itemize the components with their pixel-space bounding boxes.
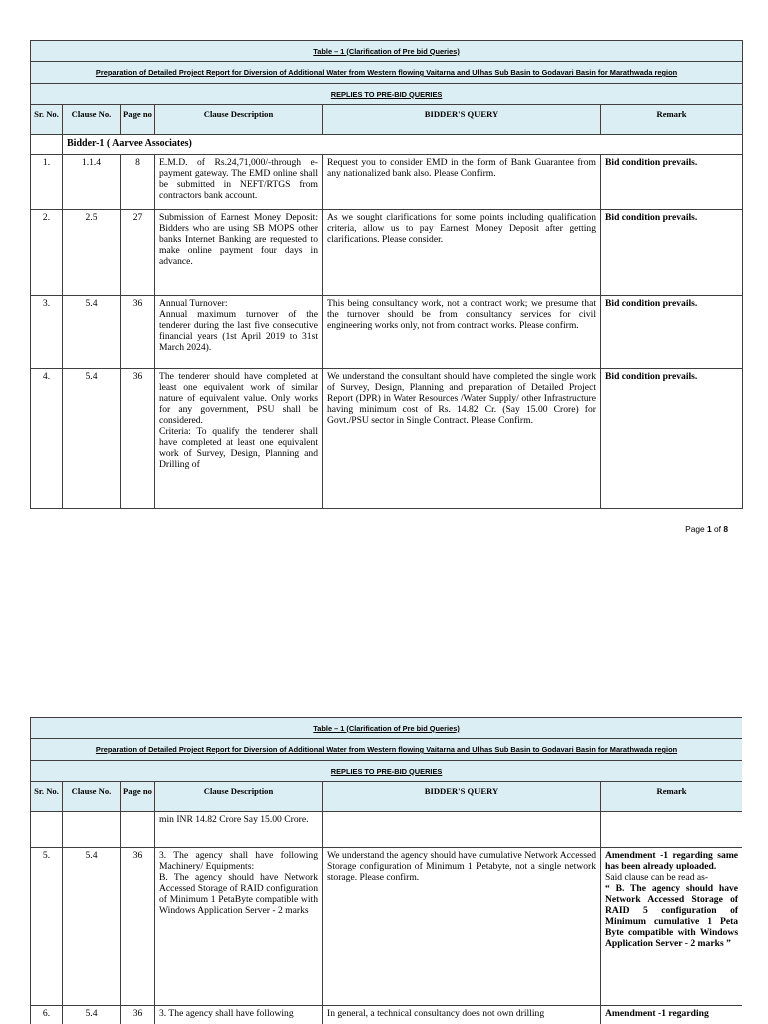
page-of: of: [714, 524, 721, 534]
table-row: [31, 155, 743, 210]
replies-title: REPLIES TO PRE-BID QUERIES: [31, 84, 743, 105]
row-clause: 5.4: [63, 369, 121, 509]
row-query: This being consultancy work, not a contract work; we presume that the turnover should be from consultancy services for civil engineering works only, not from contract works. Please confirm.: [323, 296, 601, 369]
row-sr: 6.: [31, 1006, 63, 1024]
bidder-name: Bidder-1 ( Aarvee Associates): [63, 135, 743, 155]
col-page-no: Page no: [121, 782, 155, 812]
project-title: Preparation of Detailed Project Report for Diversion of Additional Water from Western flowing Vaitarna and Ulhas Sub Basin to Godavari Basin for Marathwada region: [31, 62, 743, 84]
row-sr: 3.: [31, 296, 63, 369]
project-title: Preparation of Detailed Project Report for Diversion of Additional Water from Western flowing Vaitarna and Ulhas Sub Basin to Godavari Basin for Marathwada region: [31, 739, 743, 761]
page-2: [30, 717, 742, 1024]
row-sr: 4.: [31, 369, 63, 509]
row-description: [155, 369, 323, 509]
row-clause: 5.4: [63, 848, 121, 1006]
row-remark: Bid condition prevails.: [601, 155, 743, 210]
row-description: 3. The agency shall have following: [155, 1006, 323, 1024]
table-row: [31, 812, 743, 848]
description-criteria: Criteria: To qualify the tenderer shall have completed at least one equivalent work of Survey, Design, Planning and Drilling of: [159, 426, 318, 470]
col-clause-no: Clause No.: [63, 105, 121, 135]
description-heading: Annual Turnover:: [159, 298, 228, 309]
table-row: [31, 296, 743, 369]
col-bidders-query: BIDDER'S QUERY: [323, 782, 601, 812]
row-clause: 5.4: [63, 1006, 121, 1024]
row-clause: 2.5: [63, 210, 121, 296]
table-title: Table – 1 (Clarification of Pre bid Queries): [31, 41, 743, 62]
page-total: 8: [723, 524, 728, 534]
row-page: 8: [121, 155, 155, 210]
row-query: Request you to consider EMD in the form of Bank Guarantee from any nationalized bank also. Please Confirm.: [323, 155, 601, 210]
row-remark: Amendment -1 regarding: [601, 1006, 743, 1024]
row-description: E.M.D. of Rs.24,71,000/-through e-payment gateway. The EMD online shall be submitted in NEFT/RTGS from contractors bank account.: [155, 155, 323, 210]
description-body: B. The agency should have Network Accessed Storage of RAID configuration of Minimum 1 PetaByte compatible with Windows Application Server - 2 marks: [159, 872, 318, 916]
row-clause: 5.4: [63, 296, 121, 369]
replies-title: REPLIES TO PRE-BID QUERIES: [31, 761, 743, 782]
col-clause-description: Clause Description: [155, 782, 323, 812]
row-remark: Bid condition prevails.: [601, 210, 743, 296]
row-sr: 1.: [31, 155, 63, 210]
row-remark: Bid condition prevails.: [601, 369, 743, 509]
row-clause: 1.1.4: [63, 155, 121, 210]
col-clause-description: Clause Description: [155, 105, 323, 135]
col-clause-no: Clause No.: [63, 782, 121, 812]
row-page: 36: [121, 369, 155, 509]
table-row: [31, 210, 743, 296]
description-heading: 3. The agency shall have following Machinery/ Equipments:: [159, 850, 318, 872]
description-body: The tenderer should have completed at least one equivalent work of similar nature of equivalent value. Only works for any government, PSU shall be considered.: [159, 371, 318, 426]
page-current: 1: [707, 524, 712, 534]
col-page-no: Page no: [121, 105, 155, 135]
row-remark: [601, 848, 743, 1006]
table-row: [31, 369, 743, 509]
row-page: 36: [121, 296, 155, 369]
row-query: As we sought clarifications for some points including qualification criteria, allow us to pay Earnest Money Deposit after getting clarifications. Please consider.: [323, 210, 601, 296]
row-page: 36: [121, 1006, 155, 1024]
row-page: 36: [121, 848, 155, 1006]
row-description: Submission of Earnest Money Deposit: Bidders who are using SB MOPS other banks Internet Banking are requested to make online payment four days in advance.: [155, 210, 323, 296]
page-number: [685, 524, 728, 534]
col-sr-no: Sr. No.: [31, 782, 63, 812]
row-description: [155, 296, 323, 369]
table-row: [31, 848, 743, 1006]
clarification-table-page-2: [30, 717, 742, 1024]
remark-amendment: Amendment -1 regarding same has been already uploaded.: [605, 850, 739, 872]
row-page: 27: [121, 210, 155, 296]
row-query: We understand the consultant should have completed the single work of Survey, Design, Planning and preparation of Detailed Project Report (DPR) in Water Resources /Water Supply/ other Infrastructure having minimum cost of Rs. 14.82 Cr. (Say 15.00 Crore) for Govt./PSU sector in Single Contract. Please Confirm.: [323, 369, 601, 509]
row-remark: Bid condition prevails.: [601, 296, 743, 369]
table-title: Table – 1 (Clarification of Pre bid Queries): [31, 718, 743, 739]
row-description-continued: min INR 14.82 Crore Say 15.00 Crore.: [155, 812, 323, 848]
page-label: Page: [685, 524, 705, 534]
col-bidders-query: BIDDER'S QUERY: [323, 105, 601, 135]
table-row: [31, 1006, 743, 1024]
row-sr: 5.: [31, 848, 63, 1006]
row-sr: 2.: [31, 210, 63, 296]
row-description: [155, 848, 323, 1006]
col-remark: Remark: [601, 782, 743, 812]
description-body: Annual maximum turnover of the tenderer during the last five consecutive financial years (1st April 2019 to 31st March 2024).: [159, 309, 318, 353]
remark-note: Said clause can be read as-: [605, 872, 709, 883]
col-remark: Remark: [601, 105, 743, 135]
col-sr-no: Sr. No.: [31, 105, 63, 135]
clarification-table-page-1: [30, 40, 743, 509]
page-1: [30, 40, 742, 509]
remark-clause: “ B. The agency should have Network Accessed Storage of RAID 5 configuration of Minimum cumulative 1 Peta Byte compatible with Windows Application Server - 2 marks ”: [605, 883, 739, 949]
bidder-spacer: [31, 135, 63, 155]
row-query: We understand the agency should have cumulative Network Accessed Storage configuration of Minimum 1 Petabyte, not a single network storage. Please confirm.: [323, 848, 601, 1006]
row-query: In general, a technical consultancy does not own drilling: [323, 1006, 601, 1024]
